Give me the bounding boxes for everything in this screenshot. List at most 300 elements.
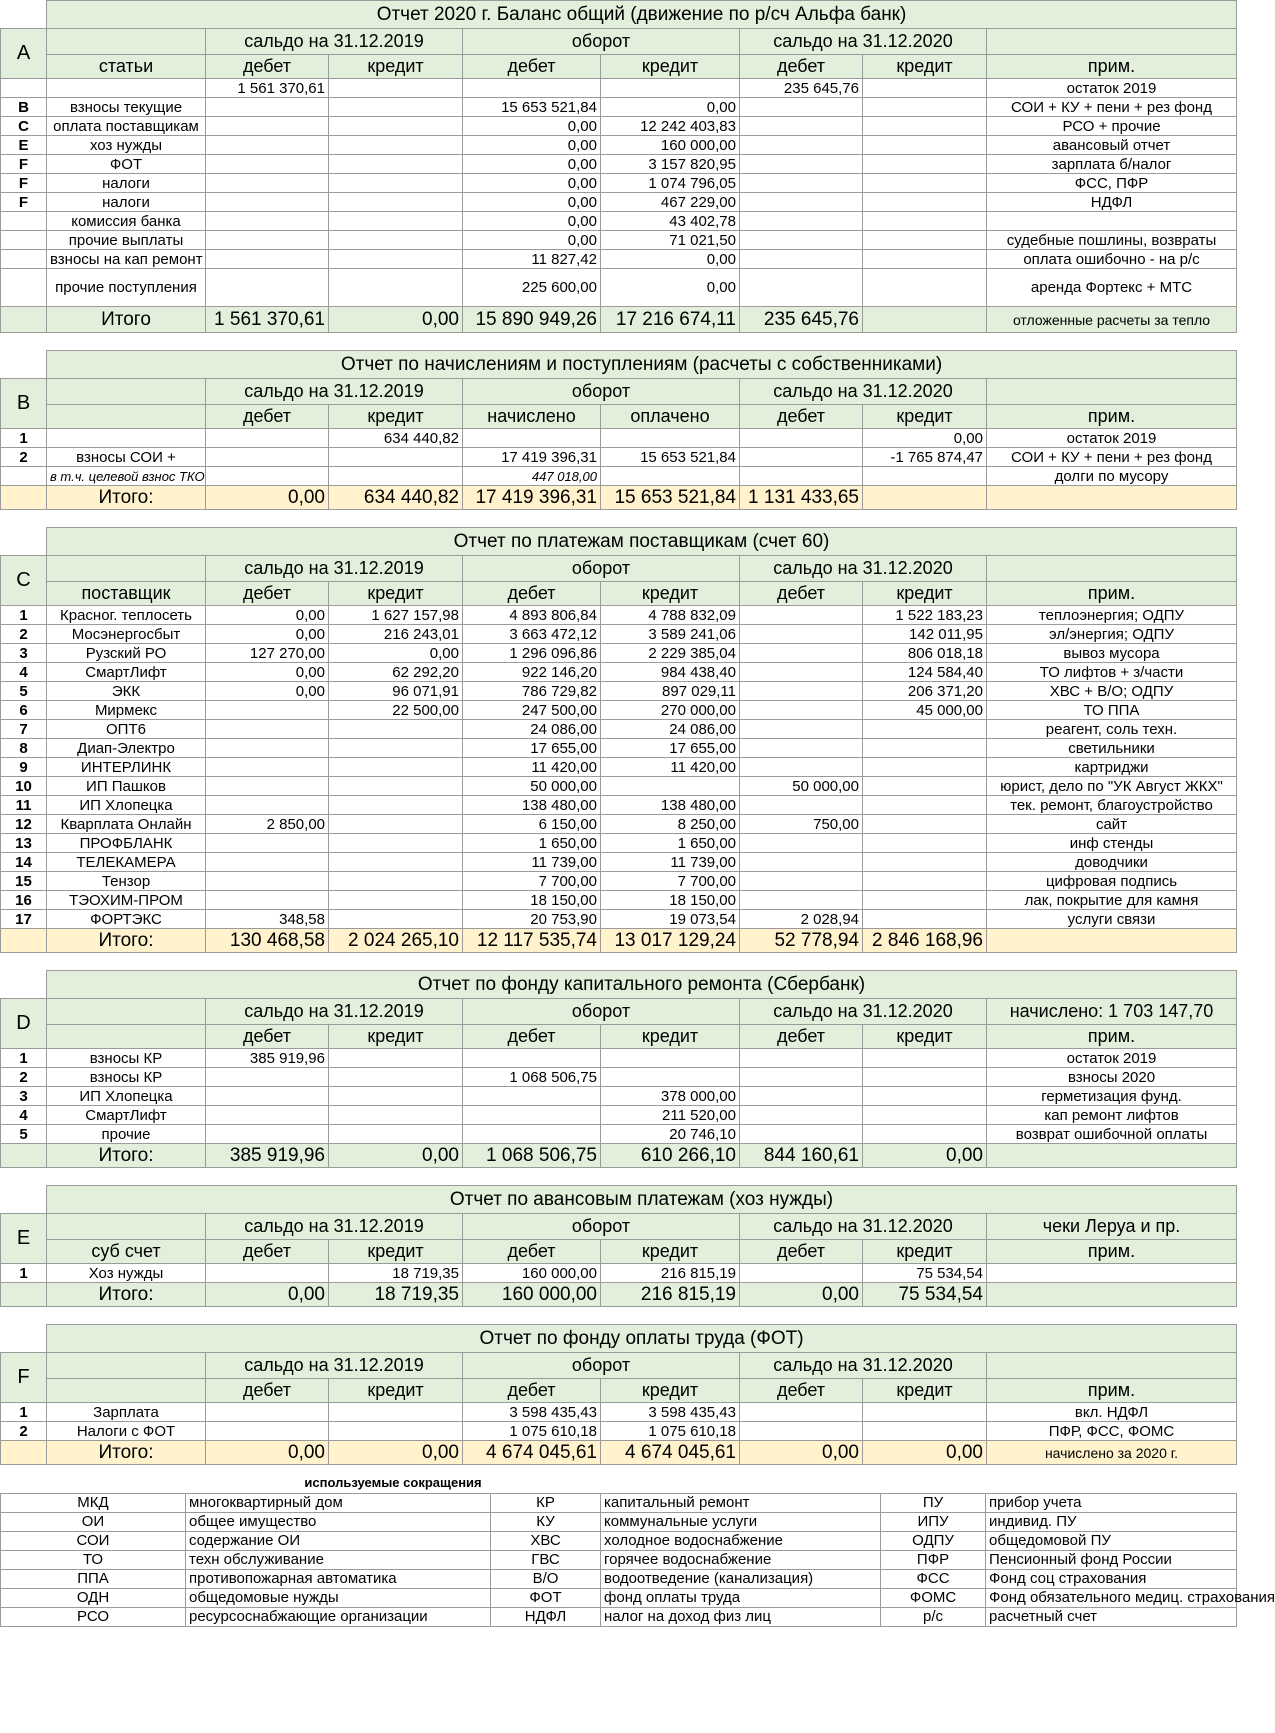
gap-cell bbox=[987, 1307, 1237, 1325]
abbreviation-row bbox=[1, 1569, 1237, 1588]
gap-cell bbox=[1, 953, 47, 971]
cell-k19 bbox=[329, 853, 463, 872]
cell-d19 bbox=[206, 1264, 329, 1283]
gap-cell bbox=[601, 333, 740, 351]
cell-k: 3 157 820,95 bbox=[601, 155, 740, 174]
cell-d: 1 075 610,18 bbox=[463, 1422, 601, 1441]
header-debet: дебет bbox=[463, 55, 601, 79]
cell-k20: 45 000,00 bbox=[863, 701, 987, 720]
cell-k20 bbox=[863, 872, 987, 891]
header-saldo-2020: сальдо на 31.12.2020 bbox=[740, 556, 987, 582]
table-row bbox=[1, 467, 1237, 486]
header-blank bbox=[47, 379, 206, 405]
abbreviation: СОИ bbox=[1, 1531, 186, 1550]
header-debet: дебет bbox=[740, 582, 863, 606]
total-note bbox=[987, 486, 1237, 510]
cell-note: остаток 2019 bbox=[987, 429, 1237, 448]
cell-d19 bbox=[206, 467, 329, 486]
cell-k20 bbox=[863, 136, 987, 155]
cell-note: цифровая подпись bbox=[987, 872, 1237, 891]
cell-name: Хоз нужды bbox=[47, 1264, 206, 1283]
abbreviation: РСО bbox=[1, 1607, 186, 1626]
abbreviation: ОДПУ bbox=[881, 1531, 986, 1550]
spacer-cell bbox=[1, 1186, 47, 1214]
header-column-label: поставщик bbox=[47, 582, 206, 606]
cell-d20 bbox=[740, 663, 863, 682]
cell-code: 1 bbox=[1, 1049, 47, 1068]
cell-d: 20 753,90 bbox=[463, 910, 601, 929]
cell-d20 bbox=[740, 1049, 863, 1068]
header-prim: прим. bbox=[987, 1240, 1237, 1264]
header-saldo-2020: сальдо на 31.12.2020 bbox=[740, 999, 987, 1025]
header-extra bbox=[987, 379, 1237, 405]
table-row bbox=[1, 231, 1237, 250]
total-d19: 0,00 bbox=[206, 1441, 329, 1465]
cell-d: 447 018,00 bbox=[463, 467, 601, 486]
cell-k20 bbox=[863, 79, 987, 98]
cell-k: 2 229 385,04 bbox=[601, 644, 740, 663]
cell-name: Диап-Электро bbox=[47, 739, 206, 758]
cell-name: Мирмекс bbox=[47, 701, 206, 720]
gap-cell bbox=[329, 953, 463, 971]
total-note bbox=[987, 1144, 1237, 1168]
gap-cell bbox=[47, 1307, 206, 1325]
cell-name bbox=[47, 429, 206, 448]
cell-d20 bbox=[740, 644, 863, 663]
cell-note: взносы 2020 bbox=[987, 1068, 1237, 1087]
cell-name: Тензор bbox=[47, 872, 206, 891]
cell-d: 1 068 506,75 bbox=[463, 1068, 601, 1087]
cell-note: инф стенды bbox=[987, 834, 1237, 853]
gap-cell bbox=[987, 510, 1237, 528]
gap-cell bbox=[47, 1168, 206, 1186]
gap-cell bbox=[740, 1307, 863, 1325]
cell-code: 6 bbox=[1, 701, 47, 720]
cell-note: аренда Фортекс + МТС bbox=[987, 269, 1237, 307]
header-extra bbox=[987, 556, 1237, 582]
cell-note: возврат ошибочной оплаты bbox=[987, 1125, 1237, 1144]
cell-code: 7 bbox=[1, 720, 47, 739]
header-kredit: кредит bbox=[329, 1240, 463, 1264]
cell-d20 bbox=[740, 174, 863, 193]
abbreviation-meaning: общедомовой ПУ bbox=[986, 1531, 1237, 1550]
cell-name: налоги bbox=[47, 193, 206, 212]
total-note bbox=[987, 1283, 1237, 1307]
cell-code: 4 bbox=[1, 1106, 47, 1125]
cell-k19 bbox=[329, 193, 463, 212]
gap-cell bbox=[47, 333, 206, 351]
cell-d19: 0,00 bbox=[206, 606, 329, 625]
gap-cell bbox=[1, 1307, 47, 1325]
gap-cell bbox=[206, 510, 329, 528]
cell-k: 160 000,00 bbox=[601, 136, 740, 155]
cell-name: ПРОФБЛАНК bbox=[47, 834, 206, 853]
cell-k20 bbox=[863, 467, 987, 486]
cell-k: 11 739,00 bbox=[601, 853, 740, 872]
cell-k: 1 650,00 bbox=[601, 834, 740, 853]
cell-d19 bbox=[206, 834, 329, 853]
cell-k: 216 815,19 bbox=[601, 1264, 740, 1283]
cell-k20 bbox=[863, 250, 987, 269]
header-kredit: кредит bbox=[863, 582, 987, 606]
header-kredit: кредит bbox=[601, 582, 740, 606]
cell-name: Кварплата Онлайн bbox=[47, 815, 206, 834]
cell-k19 bbox=[329, 1068, 463, 1087]
table-row bbox=[1, 1403, 1237, 1422]
spacer-cell bbox=[1, 351, 47, 379]
total-k19: 0,00 bbox=[329, 1144, 463, 1168]
abbreviation: ХВС bbox=[491, 1531, 601, 1550]
section-letter-C: C bbox=[1, 556, 47, 606]
cell-code: 4 bbox=[1, 663, 47, 682]
cell-k: 43 402,78 bbox=[601, 212, 740, 231]
cell-k: 984 438,40 bbox=[601, 663, 740, 682]
abbreviation: КР bbox=[491, 1493, 601, 1512]
cell-d: 247 500,00 bbox=[463, 701, 601, 720]
cell-k bbox=[601, 429, 740, 448]
total-d: 4 674 045,61 bbox=[463, 1441, 601, 1465]
cell-d20 bbox=[740, 231, 863, 250]
header-oborot: оборот bbox=[463, 1353, 740, 1379]
total-k19: 18 719,35 bbox=[329, 1283, 463, 1307]
cell-k20 bbox=[863, 1403, 987, 1422]
table-row bbox=[1, 212, 1237, 231]
cell-d19 bbox=[206, 269, 329, 307]
header-kredit: кредит bbox=[863, 1025, 987, 1049]
cell-d20 bbox=[740, 720, 863, 739]
cell-d20 bbox=[740, 155, 863, 174]
cell-note: кап ремонт лифтов bbox=[987, 1106, 1237, 1125]
cell-k: 0,00 bbox=[601, 98, 740, 117]
total-k20: 0,00 bbox=[863, 1144, 987, 1168]
cell-d20 bbox=[740, 1264, 863, 1283]
cell-d bbox=[463, 429, 601, 448]
section-letter-A: A bbox=[1, 29, 47, 79]
cell-d19 bbox=[206, 98, 329, 117]
table-row bbox=[1, 663, 1237, 682]
section-title-E: Отчет по авансовым платежам (хоз нужды) bbox=[47, 1186, 1237, 1214]
abbreviation-meaning: расчетный счет bbox=[986, 1607, 1237, 1626]
gap-cell bbox=[863, 333, 987, 351]
cell-d19: 0,00 bbox=[206, 625, 329, 644]
abbreviation-row bbox=[1, 1607, 1237, 1626]
cell-code: 12 bbox=[1, 815, 47, 834]
header-prim: прим. bbox=[987, 1025, 1237, 1049]
table-row bbox=[1, 269, 1237, 307]
header-saldo-2020: сальдо на 31.12.2020 bbox=[740, 29, 987, 55]
total-k: 610 266,10 bbox=[601, 1144, 740, 1168]
total-label: Итого: bbox=[47, 1283, 206, 1307]
cell-name: СмартЛифт bbox=[47, 663, 206, 682]
total-d: 17 419 396,31 bbox=[463, 486, 601, 510]
cell-note: РСО + прочие bbox=[987, 117, 1237, 136]
cell-k bbox=[601, 777, 740, 796]
cell-name: прочие выплаты bbox=[47, 231, 206, 250]
cell-d: 17 655,00 bbox=[463, 739, 601, 758]
header-debet: дебет bbox=[740, 1379, 863, 1403]
total-spacer bbox=[1, 929, 47, 953]
cell-code bbox=[1, 467, 47, 486]
table-row bbox=[1, 720, 1237, 739]
cell-d: 0,00 bbox=[463, 193, 601, 212]
total-k: 17 216 674,11 bbox=[601, 307, 740, 333]
cell-k bbox=[601, 1049, 740, 1068]
abbreviation-meaning: общедомовые нужды bbox=[186, 1588, 491, 1607]
cell-d19 bbox=[206, 250, 329, 269]
cell-name: СмартЛифт bbox=[47, 1106, 206, 1125]
header-blank bbox=[47, 1353, 206, 1379]
abbreviation-meaning: капитальный ремонт bbox=[601, 1493, 881, 1512]
cell-name: взносы на кап ремонт bbox=[47, 250, 206, 269]
cell-d20 bbox=[740, 758, 863, 777]
gap-cell bbox=[463, 333, 601, 351]
abbreviation: ГВС bbox=[491, 1550, 601, 1569]
cell-d20 bbox=[740, 1403, 863, 1422]
cell-k: 138 480,00 bbox=[601, 796, 740, 815]
cell-code: 1 bbox=[1, 1403, 47, 1422]
cell-d: 4 893 806,84 bbox=[463, 606, 601, 625]
gap-cell bbox=[47, 510, 206, 528]
abbreviation: ФОТ bbox=[491, 1588, 601, 1607]
cell-k19: 0,00 bbox=[329, 644, 463, 663]
cell-note bbox=[987, 1264, 1237, 1283]
cell-k: 211 520,00 bbox=[601, 1106, 740, 1125]
cell-k: 18 150,00 bbox=[601, 891, 740, 910]
cell-name: налоги bbox=[47, 174, 206, 193]
cell-name: прочие поступления bbox=[47, 269, 206, 307]
cell-d: 0,00 bbox=[463, 136, 601, 155]
header-saldo-2020: сальдо на 31.12.2020 bbox=[740, 379, 987, 405]
cell-d19 bbox=[206, 758, 329, 777]
cell-d: 17 419 396,31 bbox=[463, 448, 601, 467]
cell-note: светильники bbox=[987, 739, 1237, 758]
cell-k20 bbox=[863, 853, 987, 872]
cell-note: реагент, соль техн. bbox=[987, 720, 1237, 739]
cell-k20 bbox=[863, 739, 987, 758]
cell-name: Рузский РО bbox=[47, 644, 206, 663]
gap-cell bbox=[863, 510, 987, 528]
header-debet: дебет bbox=[463, 582, 601, 606]
abbreviation-meaning: техн обслуживание bbox=[186, 1550, 491, 1569]
table-row bbox=[1, 796, 1237, 815]
gap-cell bbox=[463, 510, 601, 528]
cell-d20 bbox=[740, 429, 863, 448]
cell-k: 20 746,10 bbox=[601, 1125, 740, 1144]
cell-k19 bbox=[329, 758, 463, 777]
cell-name: в т.ч. целевой взнос ТКО bbox=[47, 467, 206, 486]
cell-k20 bbox=[863, 891, 987, 910]
section-title-C: Отчет по платежам поставщикам (счет 60) bbox=[47, 528, 1237, 556]
cell-code: F bbox=[1, 174, 47, 193]
abbreviation-meaning: индивид. ПУ bbox=[986, 1512, 1237, 1531]
cell-k: 71 021,50 bbox=[601, 231, 740, 250]
gap-cell bbox=[601, 1168, 740, 1186]
cell-note: ФСС, ПФР bbox=[987, 174, 1237, 193]
cell-d19: 1 561 370,61 bbox=[206, 79, 329, 98]
header-column-label bbox=[47, 1379, 206, 1403]
cell-d: 1 296 096,86 bbox=[463, 644, 601, 663]
header-blank bbox=[47, 29, 206, 55]
total-spacer bbox=[1, 486, 47, 510]
total-k20 bbox=[863, 486, 987, 510]
header-saldo-2019: сальдо на 31.12.2019 bbox=[206, 1353, 463, 1379]
table-row bbox=[1, 891, 1237, 910]
gap-cell bbox=[601, 953, 740, 971]
cell-d19: 348,58 bbox=[206, 910, 329, 929]
header-prim: прим. bbox=[987, 55, 1237, 79]
cell-k19 bbox=[329, 448, 463, 467]
gap-cell bbox=[329, 1307, 463, 1325]
cell-d19 bbox=[206, 174, 329, 193]
cell-name: прочие bbox=[47, 1125, 206, 1144]
cell-k19: 634 440,82 bbox=[329, 429, 463, 448]
header-saldo-2019: сальдо на 31.12.2019 bbox=[206, 379, 463, 405]
abbreviation-meaning: прибор учета bbox=[986, 1493, 1237, 1512]
cell-k: 378 000,00 bbox=[601, 1087, 740, 1106]
cell-d19 bbox=[206, 720, 329, 739]
cell-d20 bbox=[740, 834, 863, 853]
cell-code bbox=[1, 231, 47, 250]
cell-k19: 216 243,01 bbox=[329, 625, 463, 644]
spacer-cell bbox=[1, 528, 47, 556]
header-debet: дебет bbox=[463, 1025, 601, 1049]
total-d20: 844 160,61 bbox=[740, 1144, 863, 1168]
header-prim: прим. bbox=[987, 582, 1237, 606]
cell-k: 0,00 bbox=[601, 269, 740, 307]
cell-k20 bbox=[863, 720, 987, 739]
total-k: 13 017 129,24 bbox=[601, 929, 740, 953]
cell-name: Налоги с ФОТ bbox=[47, 1422, 206, 1441]
total-row bbox=[1, 1441, 1237, 1465]
cell-d20 bbox=[740, 739, 863, 758]
header-column-label bbox=[47, 405, 206, 429]
cell-d: 225 600,00 bbox=[463, 269, 601, 307]
cell-code: 17 bbox=[1, 910, 47, 929]
cell-note: герметизация фунд. bbox=[987, 1087, 1237, 1106]
cell-d20 bbox=[740, 625, 863, 644]
cell-d: 6 150,00 bbox=[463, 815, 601, 834]
header-kredit: кредит bbox=[601, 1240, 740, 1264]
header-kredit: кредит bbox=[601, 1025, 740, 1049]
cell-k: 1 075 610,18 bbox=[601, 1422, 740, 1441]
gap-cell bbox=[1, 510, 47, 528]
total-label: Итого: bbox=[47, 929, 206, 953]
cell-note: сайт bbox=[987, 815, 1237, 834]
cell-name: взносы КР bbox=[47, 1049, 206, 1068]
cell-k19 bbox=[329, 269, 463, 307]
cell-d19: 0,00 bbox=[206, 682, 329, 701]
cell-d: 0,00 bbox=[463, 117, 601, 136]
cell-code: 2 bbox=[1, 625, 47, 644]
header-debet: дебет bbox=[206, 55, 329, 79]
header-debet: дебет bbox=[740, 55, 863, 79]
cell-note: эл/энергия; ОДПУ bbox=[987, 625, 1237, 644]
abbreviation-meaning: Фонд обязательного медиц. страхования bbox=[986, 1588, 1237, 1607]
total-d: 160 000,00 bbox=[463, 1283, 601, 1307]
cell-d20: 235 645,76 bbox=[740, 79, 863, 98]
total-d20: 52 778,94 bbox=[740, 929, 863, 953]
table-row bbox=[1, 98, 1237, 117]
gap-cell bbox=[463, 1168, 601, 1186]
abbreviation-meaning: общее имущество bbox=[186, 1512, 491, 1531]
cell-code: 1 bbox=[1, 429, 47, 448]
total-row bbox=[1, 486, 1237, 510]
table-row bbox=[1, 1422, 1237, 1441]
abbreviation-row bbox=[1, 1493, 1237, 1512]
cell-d bbox=[463, 1106, 601, 1125]
cell-name: ИП Пашков bbox=[47, 777, 206, 796]
abbreviation: ОДН bbox=[1, 1588, 186, 1607]
cell-d bbox=[463, 79, 601, 98]
cell-k: 17 655,00 bbox=[601, 739, 740, 758]
cell-k20 bbox=[863, 815, 987, 834]
cell-k20 bbox=[863, 98, 987, 117]
cell-code: 1 bbox=[1, 606, 47, 625]
table-row bbox=[1, 625, 1237, 644]
cell-k20 bbox=[863, 269, 987, 307]
cell-note: остаток 2019 bbox=[987, 79, 1237, 98]
cell-k: 1 074 796,05 bbox=[601, 174, 740, 193]
header-column-label: суб счет bbox=[47, 1240, 206, 1264]
cell-d20 bbox=[740, 448, 863, 467]
cell-d19 bbox=[206, 1087, 329, 1106]
header-oborot: оборот bbox=[463, 29, 740, 55]
total-k20: 75 534,54 bbox=[863, 1283, 987, 1307]
gap-cell bbox=[601, 1307, 740, 1325]
cell-d19 bbox=[206, 1125, 329, 1144]
section-title-B: Отчет по начислениям и поступлениям (расчеты с собственниками) bbox=[47, 351, 1237, 379]
cell-d: 1 650,00 bbox=[463, 834, 601, 853]
cell-name bbox=[47, 79, 206, 98]
total-spacer bbox=[1, 1144, 47, 1168]
cell-d19 bbox=[206, 231, 329, 250]
cell-k19 bbox=[329, 174, 463, 193]
cell-d20 bbox=[740, 467, 863, 486]
cell-code: 2 bbox=[1, 1068, 47, 1087]
cell-note: вывоз мусора bbox=[987, 644, 1237, 663]
cell-d19 bbox=[206, 155, 329, 174]
cell-k: 3 589 241,06 bbox=[601, 625, 740, 644]
section-title-A: Отчет 2020 г. Баланс общий (движение по р/сч Альфа банк) bbox=[47, 1, 1237, 29]
cell-k20 bbox=[863, 758, 987, 777]
cell-d: 11 739,00 bbox=[463, 853, 601, 872]
total-k: 4 674 045,61 bbox=[601, 1441, 740, 1465]
cell-k20: -1 765 874,47 bbox=[863, 448, 987, 467]
header-saldo-2020: сальдо на 31.12.2020 bbox=[740, 1214, 987, 1240]
gap-cell bbox=[601, 510, 740, 528]
cell-note: ТО лифтов + з/части bbox=[987, 663, 1237, 682]
gap-cell bbox=[206, 953, 329, 971]
cell-d19 bbox=[206, 117, 329, 136]
gap-cell bbox=[463, 1307, 601, 1325]
cell-d19: 2 850,00 bbox=[206, 815, 329, 834]
cell-k19 bbox=[329, 1403, 463, 1422]
table-row bbox=[1, 777, 1237, 796]
table-row bbox=[1, 79, 1237, 98]
cell-d: 3 598 435,43 bbox=[463, 1403, 601, 1422]
gap-cell bbox=[329, 333, 463, 351]
table-row bbox=[1, 1087, 1237, 1106]
cell-k20 bbox=[863, 1422, 987, 1441]
cell-k19 bbox=[329, 910, 463, 929]
cell-k20 bbox=[863, 193, 987, 212]
cell-name: ФОТ bbox=[47, 155, 206, 174]
abbreviation-meaning: коммунальные услуги bbox=[601, 1512, 881, 1531]
header-debet: дебет bbox=[206, 1240, 329, 1264]
cell-d19 bbox=[206, 853, 329, 872]
abbreviation: ППА bbox=[1, 1569, 186, 1588]
cell-code: 15 bbox=[1, 872, 47, 891]
